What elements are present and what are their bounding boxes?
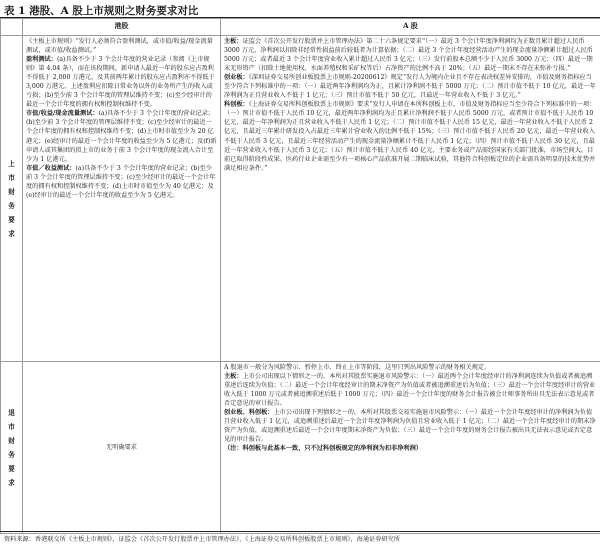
delisting-row: [1, 362, 600, 534]
delisting-hk-cell: 无明确要求: [23, 362, 221, 534]
listing-hk-cell: [23, 36, 221, 362]
bottom-rule: [0, 531, 600, 532]
a-delisting-main-board: 主板：上市公司出现以下情形之一的，本所对其股票实施退市风险警示：（一）最近两个会计年度经审计的净利润连续为负值或者被追溯重述后连续为负值；（二）最近一个会计年度经审计的期末净资产为负值或者被追溯重述后为负值；（三）最近一个会计年度经审计的营业收入低于 1000 万元或者被追溯重述后低于 1000 万元；（四）最近一个会计年度的财务会计报告被会计师事务所出具无法表示意见或者否定意见的审计报告。: [224, 373, 596, 408]
comparison-table: [0, 18, 600, 534]
listing-a-cell: [221, 36, 600, 362]
hk-market-cap-revenue-cashflow-test: 市值/收益/现金流量测试：(a)具备不少于 3 个会计年度的营业记录；(b)至少前 3 个会计年度的管理层维持不变；(c)至少经审计的最近一个会计年度的拥有权和控制权维持不变；(d)上市时市值至少为 20 亿港元；(e)经审计的最近一个会计年度的收益至少为 5 亿港元；及(f)新申请人或其集团的拟上市的业务于前 3 个会计年度的现金流入合计至少为 1 亿港元。: [26, 110, 217, 163]
table-title: 表 1 港股、A 股上市规则之财务要求对比: [4, 5, 199, 17]
hk-rule-intro: 《主板上市规则》“发行人必须符合盈利测试，或市值/收益/现金流量测试，或市值/收益测试。”: [26, 38, 213, 55]
hk-market-cap-revenue-test: 市值／收益测试：(a)具备不少于 3 个会计年度的营业记录；(b)至少前 3 个会计年度的管理层维持不变；(c)至少经审计的最近一个会计年度的拥有权和控制权维持不变；(d)上市时市值至少为 40 亿港元；及(e)经审计的最近一个会计年度的收益至少为 5 亿港元。: [26, 164, 216, 199]
hk-profit-test: 盈利测试：(a)具备不少于 3 个会计年度的营业记录（参阅《上市规则》第 4.04 条），而在该段期间，新申请人最近一年的股东应占盈利不得低于 2,000 万港元，及其前两年累计的股东应占盈利亦不得低于 3,000 万港元。上述盈利应扣除日常业务以外的业务所产生的收入或亏损；(b)至少前 3 个会计年度的管理层维持不变；(c)至少经审计的最近一个会计年度的拥有权和控制权维持不变。: [26, 56, 215, 109]
header-hk: 港股: [23, 19, 221, 36]
listing-row: [1, 36, 600, 362]
corner-cell: [1, 19, 23, 36]
a-delisting-chinext-star: 创业板、科创板：上市公司出现下列情形之一的，本所对其股票交易实施退市风险警示：（一）最近一个会计年度经审计的净利润为负值且营业收入低于 1 亿元，或追溯重述后最近一个会计年度净利润为负值且营业收入低于 1 亿元；（二）最近一个会计年度经审计的期末净资产为负值，或追溯重述后最近一个会计年度期末净资产为负值；（三）最近一个会计年度的财务会计报告被出具无法表示意见或否定意见的审计报告。: [224, 409, 596, 444]
source-note: 资料来源：香港联交所《主板上市规则》，证监会《首次公开发行股票并上市管理办法》，《上海证券交易所科创板股票上市规则》，海通证券研究所: [4, 536, 400, 543]
delisting-a-cell: [221, 362, 600, 534]
listing-row-label: 上 市 财 务 要 求: [1, 36, 23, 362]
a-delisting-note: （注：科创板与此基本一致，只不过科创板规定的净利润为扣非净利润）: [224, 445, 422, 453]
header-row: [1, 19, 600, 36]
a-star-market: 科创板：《上海证券交易所科创板股票上市规则》要求“发行人申请在本所科创板上市，市值及财务指标应当至少符合下列标准中的一项：（一）预计市值不低于人民币 10 亿元，最近两年净利润均为正且累计净利润不低于人民币 5000 万元，或者预计市值不低于人民币 10 亿元，最近一年净利润为正且营业收入不低于人民币 1 亿元；（二）预计市值不低于人民币 15 亿元，最近一年营业收入不低于人民币 2 亿元，且最近三年累计研发投入占最近三年累计营业收入的比例不低于 15%；（三）预计市值不低于人民币 20 亿元，最近一年营业收入不低于人民币 3 亿元，且最近三年经营活动产生的现金流量净额累计不低于人民币 1 亿元；（四）预计市值不低于人民币 30 亿元，且最近一年营业收入不低于人民币 3 亿元；（五）预计市值不低于人民币 40 亿元，主要业务或产品需经国家有关部门批准，市场空间大，目前已取得阶段性成果。医药行业企业需至少有一项核心产品获准开展二期临床试验，其他符合科创板定位的企业需具备明显的技术优势并满足相应条件。”: [224, 101, 596, 172]
a-chinext: 创业板：《深圳证券交易所创业板股票上市规则-20200612》规定“发行人为境内企业且不存在表决权差异安排的，市值及财务指标应当至少符合下列标准中的一项：（一）最近两年净利润均为正，且累计净利润不低于 5000 万元；（二）预计市值不低于 10 亿元，最近一年净利润为正且营业收入不低于 1 亿元；（三）预计市值不低于 50 亿元，且最近一年营业收入不低于 3 亿元。”: [224, 74, 596, 100]
header-a: A 股: [221, 19, 600, 36]
a-main-board: 主板：证监会《首次公开发行股票并上市管理办法》第二十六条规定要求“（一）最近 3 个会计年度净利润均为正数且累计超过人民币 3000 万元，净利润以扣除非经常性损益前后较低者为计算依据；（二）最近 3 个会计年度经营活动产生的现金流量净额累计超过人民币 5000 万元；或者最近 3 个会计年度营业收入累计超过人民币 3 亿元；（三）发行前股本总额不少于人民币 3000 万元；（四）最近一期末无形资产（扣除土地使用权、水面养殖权和采矿权等后）占净资产的比例不高于 20%；（五）最近一期末不存在未弥补亏损。”: [224, 38, 593, 73]
a-delisting-intro: A 股退市一般分为风险警示、暂停上市、终止上市等阶段，这里只列出风险警示的财务相关规定。: [224, 364, 491, 371]
delisting-row-label: 退 市 财 务 要 求: [1, 362, 23, 534]
